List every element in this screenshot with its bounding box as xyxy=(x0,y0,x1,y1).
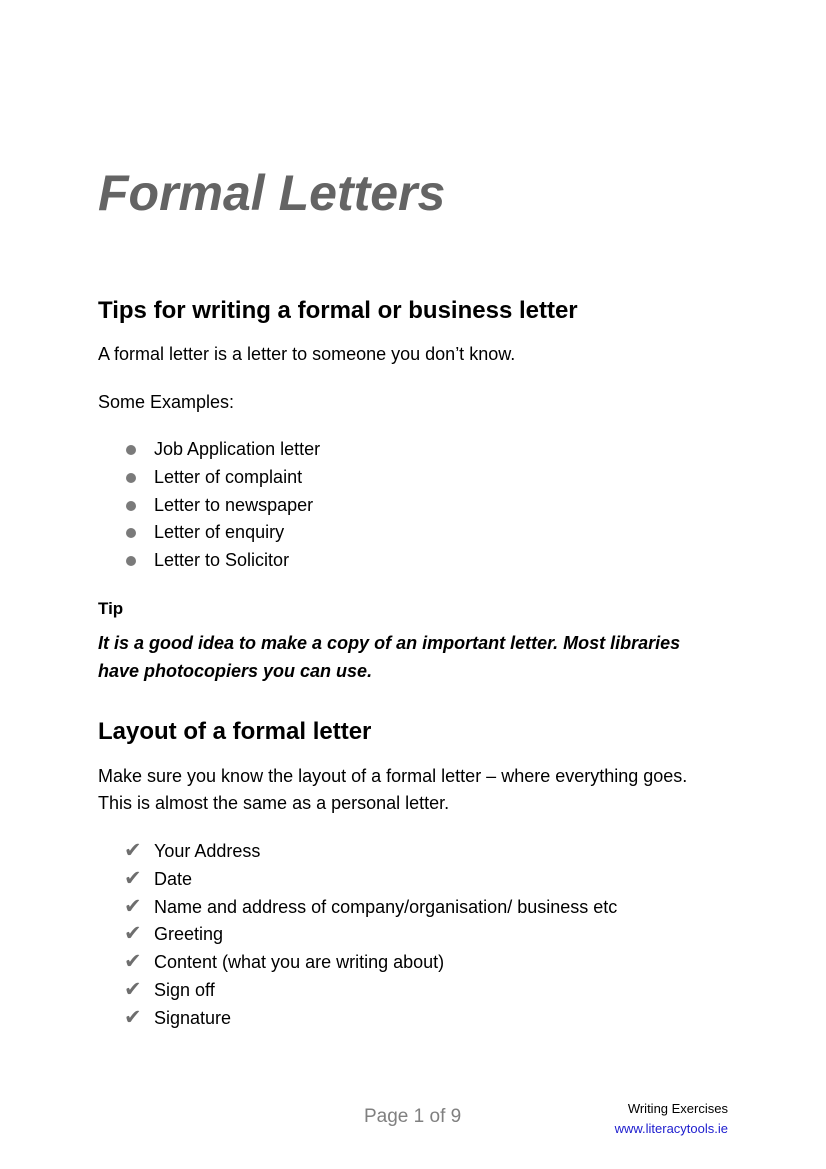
list-item xyxy=(124,1005,617,1033)
list-item-text: Date xyxy=(154,868,193,889)
bullet-dot-icon xyxy=(126,473,136,483)
section-heading-layout: Layout of a formal letter xyxy=(98,718,372,745)
footer-series: Writing Exercises xyxy=(627,1101,728,1116)
examples-list xyxy=(124,436,320,575)
layout-intro-paragraph: Make sure you know the layout of a formal letter – where everything goes. This is almost the same as a personal letter. xyxy=(98,766,688,813)
list-item xyxy=(124,866,617,894)
bullet-dot-icon xyxy=(126,445,136,455)
layout-checklist xyxy=(124,838,617,1033)
list-item xyxy=(124,977,617,1005)
list-item xyxy=(124,921,617,949)
section-heading-tips: Tips for writing a formal or business letter xyxy=(98,297,578,324)
list-item-text: Letter of enquiry xyxy=(154,522,285,543)
intro-paragraph: A formal letter is a letter to someone you don’t know. xyxy=(98,344,516,364)
list-item xyxy=(124,492,320,520)
checkmark-icon: ✔ xyxy=(124,950,142,974)
checkmark-icon: ✔ xyxy=(124,977,142,1001)
list-item-text: Content (what you are writing about) xyxy=(154,952,445,973)
checkmark-icon: ✔ xyxy=(124,922,142,946)
list-item-text: Letter of complaint xyxy=(154,466,303,487)
checkmark-icon: ✔ xyxy=(124,866,142,890)
page-indicator: Page 1 of 9 xyxy=(364,1106,462,1127)
tip-label: Tip xyxy=(98,599,124,618)
list-item xyxy=(124,464,320,492)
checkmark-icon: ✔ xyxy=(124,839,142,862)
list-item-text: Letter to Solicitor xyxy=(154,550,290,571)
tip-text: It is a good idea to make a copy of an important letter. Most libraries have photocopiers you can use. xyxy=(98,633,681,681)
list-item xyxy=(124,894,617,922)
bullet-dot-icon xyxy=(126,501,136,511)
page-title: Formal Letters xyxy=(98,165,446,221)
list-item-text: Sign off xyxy=(154,979,215,1000)
list-item xyxy=(124,949,617,977)
footer-credits xyxy=(615,1099,728,1139)
list-item xyxy=(124,436,320,464)
list-item-text: Letter to newspaper xyxy=(154,494,314,515)
list-item xyxy=(124,519,320,547)
footer-website-link[interactable]: www.literacytools.ie xyxy=(614,1121,728,1136)
list-item-text: Name and address of company/organisation/ business etc xyxy=(154,896,618,917)
examples-label: Some Examples: xyxy=(98,392,235,412)
list-item-text: Greeting xyxy=(154,924,224,945)
list-item-text: Signature xyxy=(154,1007,232,1028)
checkmark-icon: ✔ xyxy=(124,894,142,918)
list-item xyxy=(124,547,320,575)
bullet-dot-icon xyxy=(126,528,136,538)
list-item xyxy=(124,838,617,866)
checkmark-icon: ✔ xyxy=(124,1005,142,1029)
list-item-text: Job Application letter xyxy=(154,439,321,459)
bullet-dot-icon xyxy=(126,556,136,566)
list-item-text: Your Address xyxy=(154,841,261,861)
